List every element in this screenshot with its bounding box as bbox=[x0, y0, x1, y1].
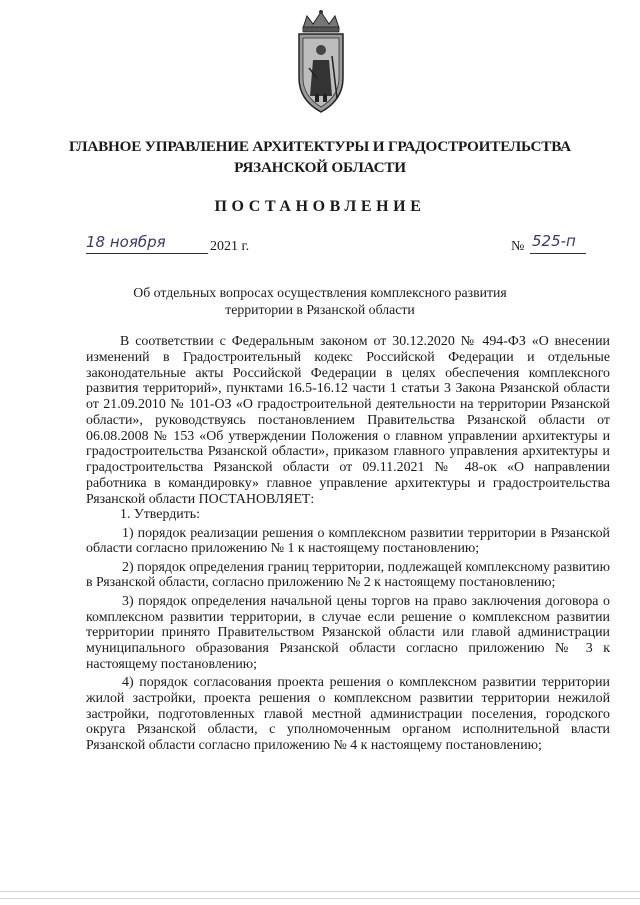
document-year: 2021 г. bbox=[210, 239, 250, 254]
scan-edge-line bbox=[0, 898, 640, 899]
org-name-line-2: РЯЗАНСКОЙ ОБЛАСТИ bbox=[234, 159, 406, 176]
subject-line-1: Об отдельных вопросах осуществления комплексного развития bbox=[133, 285, 507, 300]
handwritten-date: 18 ноября bbox=[86, 233, 166, 251]
date-number-row bbox=[86, 232, 606, 260]
resolution-subitem-4: 4) порядок согласования проекта решения о комплексном развитии территории жилой застройки, проекта решения о комплексном развитии территории нежилой застройки, подготовленных главой местной администрации поселения, городского округа Рязанской области, с уполномоченным органом исполнительной власти Рязанской области согласно приложению № 4 к настоящему постановлению; bbox=[86, 675, 610, 754]
date-underline bbox=[86, 253, 208, 254]
handwritten-document-number: 525-п bbox=[532, 232, 576, 250]
document-body bbox=[86, 334, 610, 754]
document-type-title: ПОСТАНОВЛЕНИЕ bbox=[214, 198, 426, 215]
coat-of-arms-emblem bbox=[293, 8, 349, 118]
issuing-organization bbox=[60, 136, 580, 178]
number-sign: № bbox=[511, 239, 525, 254]
number-underline bbox=[530, 253, 586, 254]
org-name-line-1: ГЛАВНОЕ УПРАВЛЕНИЕ АРХИТЕКТУРЫ И ГРАДОСТРОИТЕЛЬСТВА bbox=[69, 138, 571, 155]
preamble-paragraph: В соответствии с Федеральным законом от 30.12.2020 № 494-ФЗ «О внесении изменений в Градостроительный кодекс Российской Федерации и отдельные законодательные акты Российской Федерации в целях обеспечения комплексного развития территорий», пунктами 16.5-16.12 части 1 статьи 3 Закона Рязанской области от 21.09.2010 № 101-ОЗ «О градостроительной деятельности на территории Рязанской области», руководствуясь постановлением Правительства Рязанской области от 06.08.2008 № 153 «Об утверждении Положения о главном управлении архитектуры и градостроительства Рязанской области», приказом главного управления архитектуры и градостроительства Рязанской области от 09.11.2021 № 48-ок «О направлении работника в командировку» главное управление архитектуры и градостроительства Рязанской области ПОСТАНОВЛЯЕТ: bbox=[86, 334, 610, 507]
resolution-item-1: 1. Утвердить: bbox=[120, 507, 200, 523]
subject-line-2: территории в Рязанской области bbox=[225, 302, 415, 317]
document-subject bbox=[80, 284, 560, 318]
resolution-subitem-2: 2) порядок определения границ территории, подлежащей комплексному развитию в Рязанской области, согласно приложению № 2 к настоящему постановлению; bbox=[86, 559, 610, 591]
resolution-subitem-3: 3) порядок определения начальной цены торгов на право заключения договора о комплексном развитии территории, в случае если решение о комплексном развитии территории принято Правительством Рязанской области или главой администрации муниципального образования Рязанской области согласно приложению № 3 к настоящему постановлению; bbox=[86, 593, 610, 672]
scan-edge-line bbox=[0, 891, 640, 892]
resolution-subitem-1: 1) порядок реализации решения о комплексном развитии территории в Рязанской области согласно приложению № 1 к настоящему постановлению; bbox=[86, 525, 610, 557]
